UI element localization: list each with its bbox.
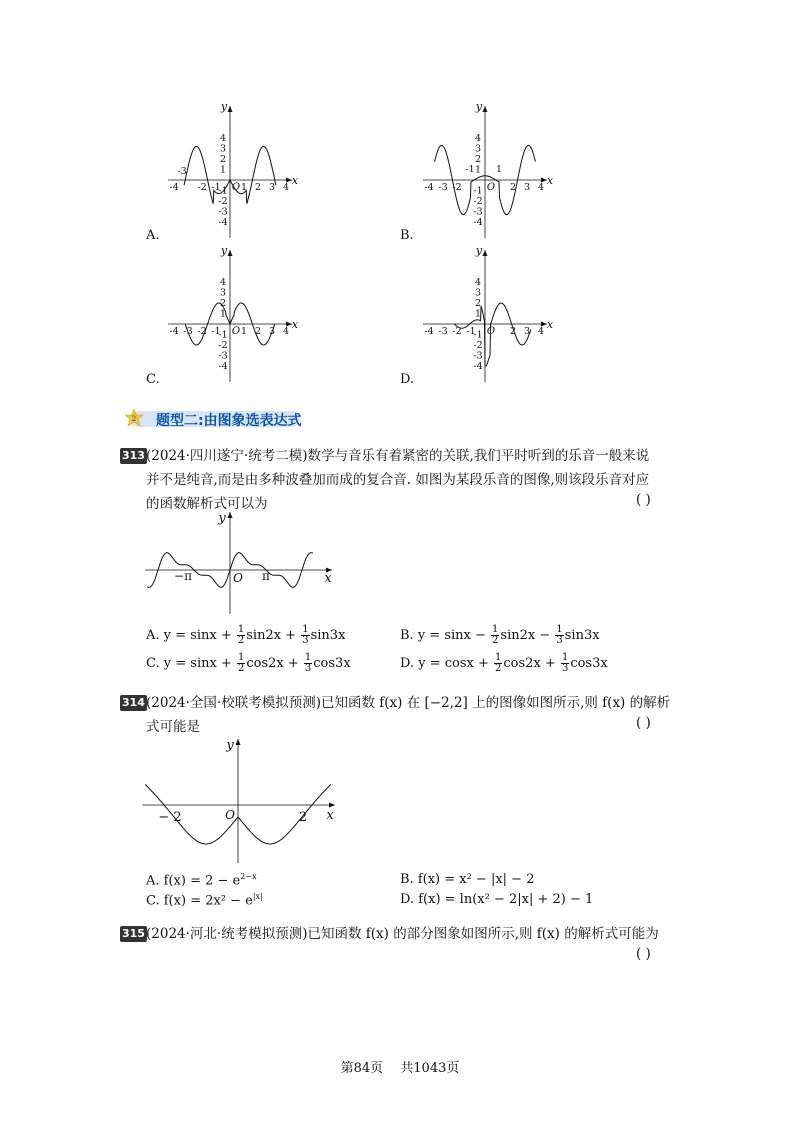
y-axis-label: y bbox=[475, 100, 483, 113]
x-tick-neg-2: − 2 bbox=[158, 810, 182, 825]
y-tick-label: 2 bbox=[219, 154, 227, 165]
x-axis-label: x bbox=[291, 174, 299, 187]
y-tick-label: -4 bbox=[473, 217, 483, 228]
y-tick-label: -4 bbox=[218, 217, 228, 228]
option-graph-c bbox=[160, 244, 300, 386]
x-tick-label: -2 bbox=[452, 182, 462, 193]
y-tick-label: 4 bbox=[474, 277, 482, 288]
answer-314-d[interactable]: D. f(x) = ln(x² − 2|x| + 2) − 1 bbox=[400, 892, 594, 907]
answer-paren-313: ( ) bbox=[636, 492, 651, 508]
origin-label: O bbox=[225, 808, 235, 822]
x-tick-label: -2 bbox=[197, 182, 207, 193]
x-tick-label: -4 bbox=[169, 182, 179, 193]
y-tick-label: 2 bbox=[474, 154, 482, 165]
origin-label: O bbox=[231, 182, 241, 193]
option-graph-d bbox=[415, 244, 555, 386]
graph-d-plot bbox=[423, 244, 554, 382]
question-313-line-2: 并不是纯音,而是由多种波叠加而成的复合音. 如图为某段乐音的图像,则该段乐音对应 bbox=[146, 472, 650, 488]
y-axis-arrow bbox=[483, 106, 488, 112]
x-tick-label: -4 bbox=[424, 182, 434, 193]
y-tick-label: 2 bbox=[219, 298, 227, 309]
y-tick-label: -3 bbox=[473, 350, 483, 362]
x-tick-label: -4 bbox=[424, 326, 434, 337]
y-tick-label: 1 bbox=[219, 164, 227, 176]
y-tick-label: 4 bbox=[474, 133, 482, 144]
section-title: 题型二:由图象选表达式 bbox=[156, 413, 302, 429]
question-314-line-2: 式可能是 bbox=[146, 719, 200, 735]
y-tick-label: -2 bbox=[473, 196, 483, 207]
x-tick-label: 2 bbox=[509, 182, 517, 193]
y-tick-label: 4 bbox=[219, 133, 227, 144]
x-tick-2: 2 bbox=[298, 810, 308, 825]
x-axis-label: x bbox=[291, 318, 299, 331]
question-313-line-3: 的函数解析式可以为 bbox=[146, 496, 268, 512]
extra-tick-label: 1 bbox=[495, 164, 503, 175]
y-tick-label: -3 bbox=[473, 206, 483, 218]
question-number-313: 313 bbox=[122, 449, 145, 462]
y-tick-label: -2 bbox=[218, 196, 228, 207]
y-tick-label: -3 bbox=[218, 350, 228, 362]
x-tick-label: 4 bbox=[537, 326, 545, 337]
question-315-line-1: (2024·河北·统考模拟预测)已知函数 f(x) 的部分图象如图所示,则 f(x) 的解析式可能为 bbox=[146, 926, 659, 942]
y-axis-arrow bbox=[228, 106, 233, 112]
graph-b-plot bbox=[423, 100, 554, 238]
answer-314-c[interactable]: C. $f(x) = 2x^2 - e^{|x|}$ bbox=[146, 892, 263, 909]
x-tick-label: 3 bbox=[523, 182, 531, 193]
question-number-314: 314 bbox=[122, 696, 145, 709]
y-tick-label: 1 bbox=[474, 164, 482, 176]
section-badge: 2 bbox=[131, 415, 137, 423]
x-tick-label: 4 bbox=[282, 182, 290, 193]
origin-label: O bbox=[233, 571, 243, 585]
y-tick-label: 4 bbox=[219, 277, 227, 288]
y-tick-label: 3 bbox=[474, 143, 482, 155]
option-c-label: C. bbox=[146, 372, 160, 387]
x-tick-label: 4 bbox=[537, 182, 545, 193]
y-axis-arrow bbox=[228, 512, 233, 518]
y-axis-label: y bbox=[475, 244, 483, 257]
y-tick-label: -4 bbox=[473, 361, 483, 372]
y-axis-label: y bbox=[220, 100, 228, 113]
y-axis-arrow bbox=[228, 250, 233, 256]
option-a-label: A. bbox=[146, 228, 160, 243]
extra-tick-label: -1 bbox=[465, 164, 475, 175]
y-tick-label: 2 bbox=[474, 298, 482, 309]
y-tick-label: -2 bbox=[473, 340, 483, 351]
y-tick-label: -1 bbox=[473, 185, 483, 197]
x-tick-label: 1 bbox=[240, 326, 248, 337]
y-tick-label: 1 bbox=[474, 308, 482, 320]
y-tick-label: -3 bbox=[218, 206, 228, 218]
option-graph-b bbox=[415, 100, 555, 242]
graph-c-plot bbox=[168, 244, 299, 382]
y-tick-label: 1 bbox=[219, 308, 227, 320]
y-tick-label: 3 bbox=[474, 287, 482, 299]
x-tick-label: -4 bbox=[169, 326, 179, 337]
x-tick-label: -2 bbox=[197, 326, 207, 337]
answer-313-c[interactable]: C. y = sinx + $\frac{1}{2}$ cos2x + $\frac{1}{3}$ cos3x bbox=[146, 652, 351, 674]
y-tick-label: -4 bbox=[218, 361, 228, 372]
y-axis-arrow bbox=[483, 250, 488, 256]
option-graph-a bbox=[160, 100, 300, 242]
y-axis-label: y bbox=[220, 244, 228, 257]
y-tick-label: -1 bbox=[218, 329, 228, 341]
x-tick-label: 3 bbox=[268, 182, 276, 193]
x-tick-pi: π bbox=[262, 569, 270, 583]
x-axis-label: x bbox=[546, 318, 554, 331]
x-tick-label: -2 bbox=[452, 326, 462, 337]
question-314-graph bbox=[140, 735, 350, 865]
origin-label: O bbox=[486, 326, 496, 337]
x-axis-label: x bbox=[546, 174, 554, 187]
y-tick-label: 3 bbox=[219, 143, 227, 155]
x-axis-label: x bbox=[326, 808, 334, 823]
extra-tick-label: -3 bbox=[177, 166, 187, 177]
x-axis-label: x bbox=[324, 571, 332, 586]
x-axis-arrow bbox=[329, 803, 335, 808]
x-tick-label: 2 bbox=[509, 326, 517, 337]
x-tick-label: 3 bbox=[523, 326, 531, 337]
graph-313-plot bbox=[145, 511, 332, 614]
graph-314-plot bbox=[142, 738, 335, 863]
option-b-label: B. bbox=[400, 228, 414, 243]
x-tick-label: -1 bbox=[211, 326, 221, 337]
answer-313-b[interactable]: B. y = sinx − $\frac{1}{2}$ sin2x − $\frac{1}{3}$ sin3x bbox=[400, 624, 600, 646]
answer-paren-314: ( ) bbox=[636, 715, 651, 731]
y-axis-label: y bbox=[218, 511, 226, 526]
question-314-line-1: (2024·全国·校联考模拟预测)已知函数 f(x) 在 [−2,2] 上的图像如图所示,则 f(x) 的解析 bbox=[146, 695, 671, 711]
y-tick-label: -1 bbox=[473, 329, 483, 341]
question-number-315: 315 bbox=[122, 927, 145, 940]
x-tick-label: 2 bbox=[254, 182, 262, 193]
answer-313-d[interactable]: D. y = cosx + $\frac{1}{2}$ cos2x + $\frac{1}{3}$ cos3x bbox=[400, 652, 608, 674]
answer-314-b[interactable]: B. f(x) = x² − |x| − 2 bbox=[400, 872, 535, 887]
y-tick-label: 3 bbox=[219, 287, 227, 299]
y-tick-label: -1 bbox=[218, 185, 228, 197]
x-tick-label: -1 bbox=[211, 182, 221, 193]
x-tick-label: -3 bbox=[438, 182, 448, 193]
y-axis-arrow bbox=[236, 739, 241, 745]
origin-label: O bbox=[231, 326, 241, 337]
graph-a-plot bbox=[168, 100, 299, 238]
origin-label: O bbox=[486, 182, 496, 193]
x-tick-label: 3 bbox=[268, 326, 276, 337]
x-tick-label: -3 bbox=[183, 326, 193, 337]
y-tick-label: -2 bbox=[218, 340, 228, 351]
question-313-line-1: (2024·四川遂宁·统考二模)数学与音乐有着紧密的关联,我们平时听到的乐音一般来说 bbox=[146, 448, 650, 464]
answer-314-a[interactable]: A. $f(x) = 2 - e^{2-x}$ bbox=[146, 872, 257, 889]
answer-paren-315: ( ) bbox=[636, 946, 651, 962]
x-tick-label: 4 bbox=[282, 326, 290, 337]
x-tick-label: -1 bbox=[466, 326, 476, 337]
page-footer: 第84页 共1043页 bbox=[340, 1061, 460, 1076]
y-axis-label: y bbox=[226, 738, 234, 753]
x-tick-label: 1 bbox=[240, 182, 248, 193]
x-tick-label: 2 bbox=[254, 326, 262, 337]
question-313-graph bbox=[140, 508, 340, 616]
answer-313-a[interactable]: A. y = sinx + $\frac{1}{2}$ sin2x + $\frac{1}{3}$ sin3x bbox=[146, 624, 346, 646]
x-tick-neg-pi: −π bbox=[174, 569, 192, 583]
x-tick-label: -3 bbox=[438, 326, 448, 337]
option-d-label: D. bbox=[400, 372, 415, 387]
